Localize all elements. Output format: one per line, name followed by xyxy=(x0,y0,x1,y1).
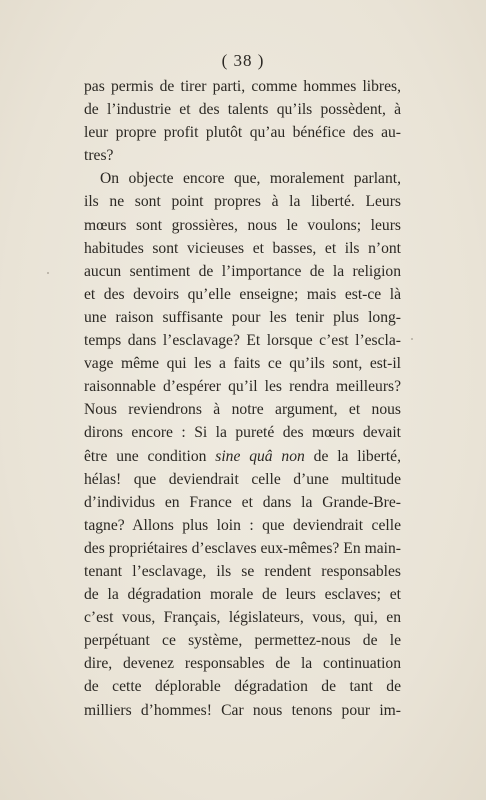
text-line: habitudes sont vicieuses et basses, et ils n’ont xyxy=(84,239,401,257)
text-line: dire, devenez responsables de la continuation xyxy=(84,655,401,673)
text-line: des propriétaires d’esclaves eux-mêmes? En main- xyxy=(84,539,401,557)
text-line: temps dans l’esclavage? Et lorsque c’est l’escla- xyxy=(84,332,401,350)
text-line: perpétuant ce système, permettez-nous de le xyxy=(84,632,401,650)
text-line: d’individus en France et dans la Grande-Bre- xyxy=(84,493,401,511)
text-line: mœurs sont grossières, nous le voulons; leurs xyxy=(84,216,401,234)
text-segment: être une condition xyxy=(84,447,216,465)
text-line: aucun sentiment de l’importance de la religion xyxy=(84,262,401,280)
text-line: tenant l’esclavage, ils se rendent responsables xyxy=(84,562,401,580)
text-line: Nous reviendrons à notre argument, et nous xyxy=(84,401,401,419)
text-segment: de la liberté, xyxy=(304,447,402,465)
text-line: de la dégradation morale de leurs esclaves; et xyxy=(84,586,401,604)
text-line: et des devoirs qu’elle enseigne; mais est-ce là xyxy=(84,285,401,303)
text-line: de l’industrie et des talents qu’ils possèdent, à xyxy=(84,101,401,119)
italic-phrase: sine quâ non xyxy=(215,447,305,465)
text-line: milliers d’hommes! Car nous tenons pour im- xyxy=(84,701,401,719)
text-line: vage même qui les a faits ce qu’ils sont, est-il xyxy=(84,355,401,373)
text-line: ils ne sont point propres à la liberté. Leurs xyxy=(84,193,401,211)
text-line: pas permis de tirer parti, comme hommes libres, xyxy=(84,78,401,95)
text-line: de cette déplorable dégradation de tant de xyxy=(84,678,401,696)
text-line: hélas! que deviendrait celle d’une multitude xyxy=(84,470,401,488)
text-line: dirons encore : Si la pureté des mœurs devait xyxy=(84,424,401,442)
paper-speck xyxy=(47,272,49,274)
text-line: tagne? Allons plus loin : que deviendrait celle xyxy=(84,516,401,534)
text-line: On objecte encore que, moralement parlant, xyxy=(100,170,401,188)
text-line-with-italic xyxy=(84,445,401,468)
paper-speck xyxy=(411,338,413,340)
body-text xyxy=(84,75,401,722)
text-line: une raison suffisante pour les tenir plus long- xyxy=(84,308,401,326)
text-line: raisonnable d’espérer qu’il les rendra meilleurs? xyxy=(84,378,401,396)
text-line: c’est vous, Français, législateurs, vous, qui, en xyxy=(84,609,401,627)
page-number: ( 38 ) xyxy=(221,51,265,70)
text-line: leur propre profit plutôt qu’au bénéfice des au- xyxy=(84,124,401,142)
text-line: tres? xyxy=(84,147,114,165)
